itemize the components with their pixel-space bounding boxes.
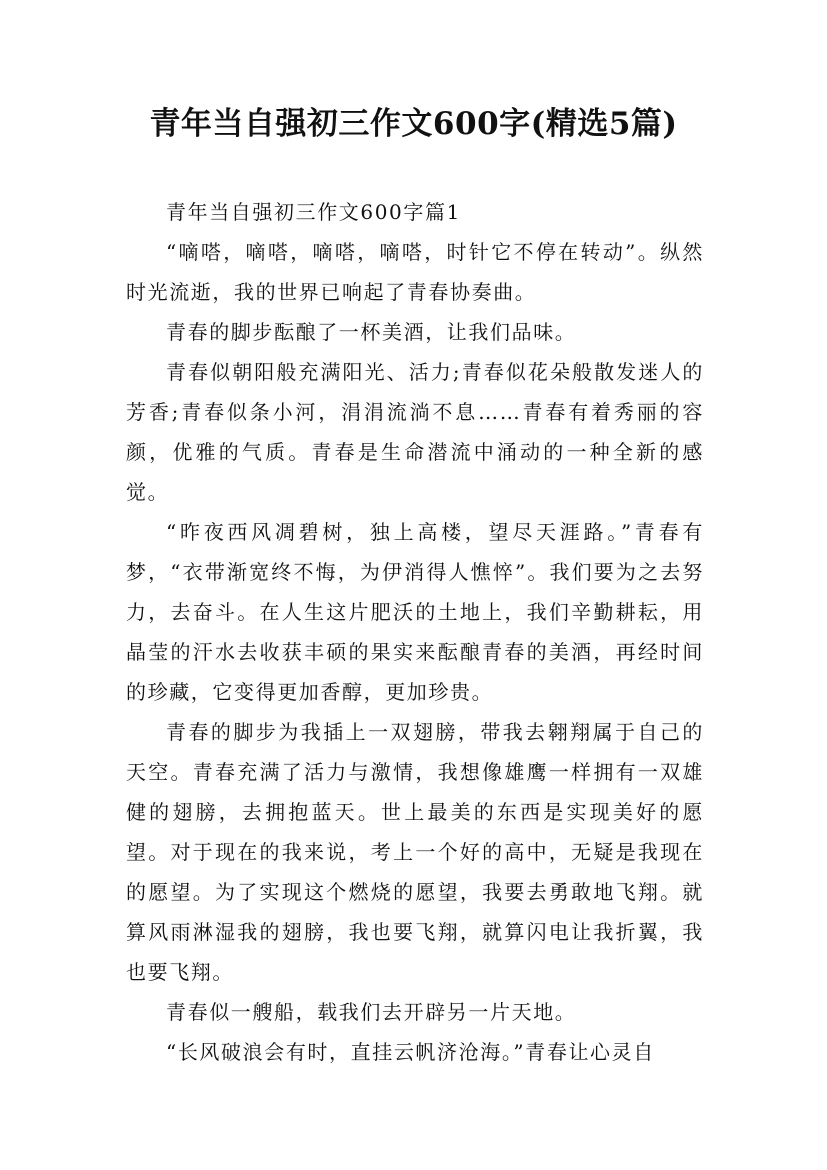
paragraph: “长风破浪会有时，直挂云帆济沧海。”青春让心灵自: [166, 1040, 655, 1064]
paragraph: 青春的脚步为我插上一双翅膀，带我去翱翔属于自己的天空。青春充满了活力与激情，我想像雄鹰一样拥有一双雄健的翅膀，去拥抱蓝天。世上最美的东西是实现美好的愿望。对于现在的我来说，考上一个好的高中，无疑是我现在的愿望。为了实现这个燃烧的愿望，我要去勇敢地飞翔。就算风雨淋湿我的翅膀，我也要飞翔，就算闪电让我折翼，我也要飞翔。: [126, 720, 704, 984]
paragraph: “嘀嗒，嘀嗒，嘀嗒，嘀嗒，时针它不停在转动”。纵然时光流逝，我的世界已响起了青春协奏曲。: [126, 240, 704, 304]
section-heading: 青年当自强初三作文600字篇1: [166, 200, 461, 224]
document-title: 青年当自强初三作文600字(精选5篇): [149, 106, 678, 142]
paragraph: 青春似朝阳般充满阳光、活力;青春似花朵般散发迷人的芳香;青春似条小河，涓涓流淌不息……青春有着秀丽的容颜，优雅的气质。青春是生命潜流中涌动的一种全新的感觉。: [126, 360, 704, 504]
paragraph: 青春的脚步酝酿了一杯美酒，让我们品味。: [166, 320, 577, 344]
document-body: [126, 192, 704, 1072]
paragraph: “昨夜西风凋碧树，独上高楼，望尽天涯路。”青春有梦，“衣带渐宽终不悔，为伊消得人憔悴”。我们要为之去努力，去奋斗。在人生这片肥沃的土地上，我们辛勤耕耘，用晶莹的汗水去收获丰硕的果实来酝酿青春的美酒，再经时间的珍藏，它变得更加香醇，更加珍贵。: [126, 520, 704, 704]
paragraph: 青春似一艘船，载我们去开辟另一片天地。: [166, 1000, 577, 1024]
